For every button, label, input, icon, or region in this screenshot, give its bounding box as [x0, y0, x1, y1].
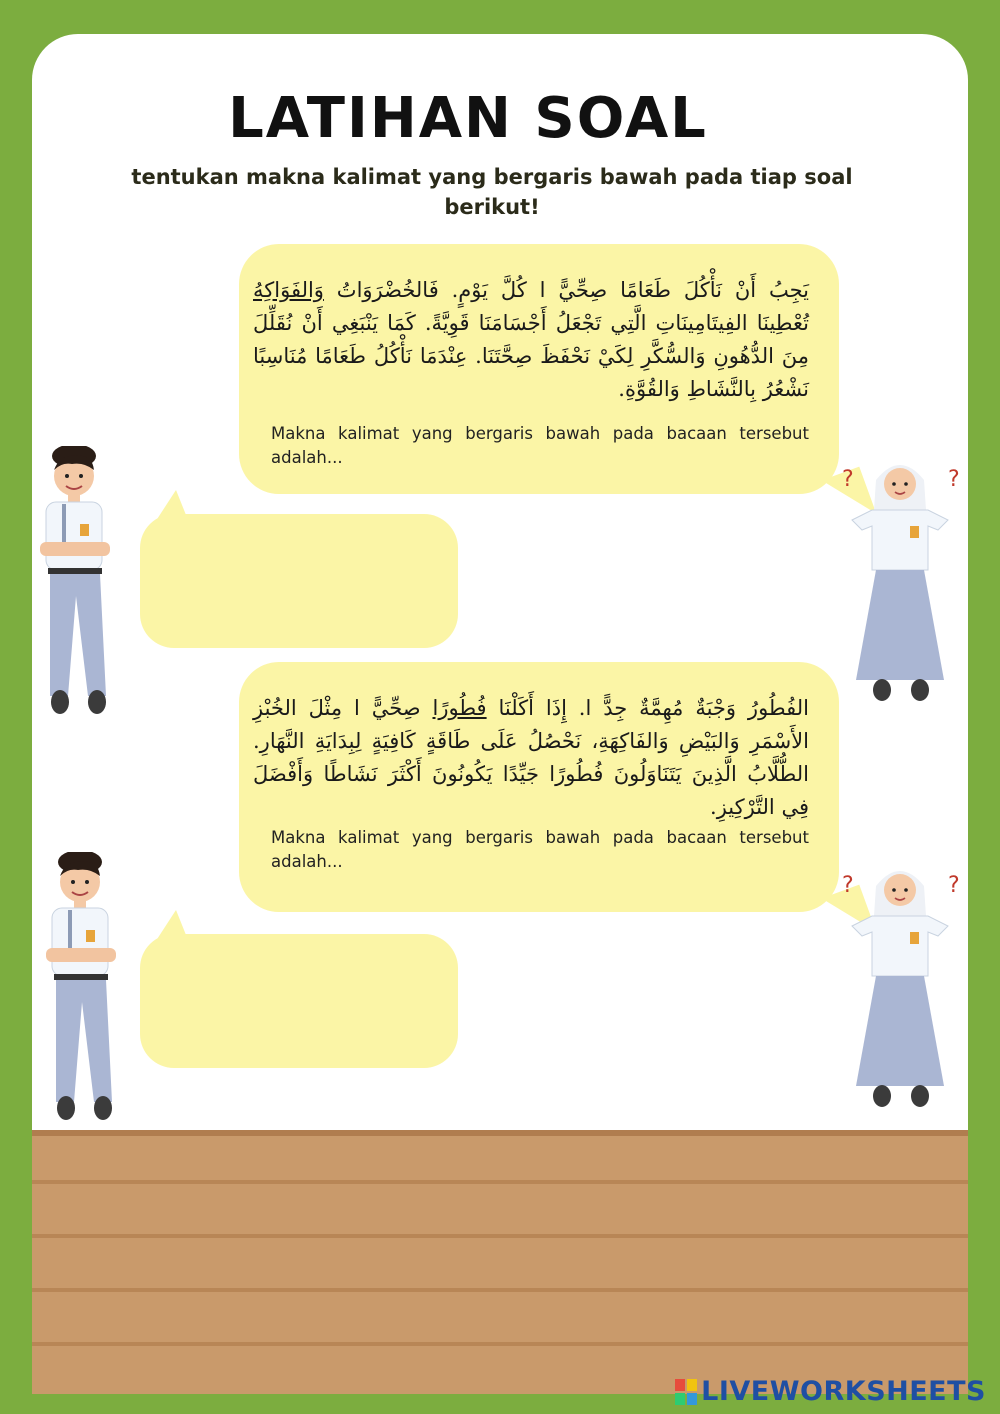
brand-name: LIVEWORKSHEETS	[701, 1376, 986, 1407]
arabic-passage-1	[253, 274, 809, 406]
answer-input-1[interactable]	[160, 530, 438, 632]
question-bubble-2	[239, 662, 839, 912]
liveworksheets-logo	[675, 1376, 986, 1407]
answer-input-2[interactable]	[160, 950, 438, 1052]
boy-student-illustration	[32, 446, 142, 731]
instruction-text: tentukan makna kalimat yang bergaris bawah pada tiap soal berikut!	[131, 165, 853, 219]
girl-student-illustration	[832, 450, 968, 710]
bubble-tail	[150, 910, 192, 950]
question-prompt-2: Makna kalimat yang bergaris bawah pada bacaan tersebut adalah...	[271, 828, 809, 871]
svg-text:?: ?	[948, 873, 960, 898]
question-bubble-1	[239, 244, 839, 494]
wooden-floor	[32, 1130, 968, 1394]
passage-text-after: صِحِّيًّ ا مِثْلَ الخُبْزِ الأَسْمَرِ وَالبَيْضِ وَالفَاكِهَةِ، نَحْصُلُ عَلَى طَاقَةٍ كَافِيَةٍ لِبِدَايَةِ النَّهَارِ. الطُّلَّابُ الَّذِينَ يَتَنَاوَلُونَ فُطُورًا جَيِّدًا يَكُونُونَ أَكْثَرَ نَشَاطًا وَأَفْضَلَ فِي التَّرْكِيزِ.	[253, 696, 809, 819]
worksheet-sheet	[32, 34, 968, 1394]
bubble-tail	[150, 490, 192, 530]
svg-text:?: ?	[842, 467, 854, 492]
answer-bubble-1	[140, 514, 458, 648]
underlined-phrase: وَالفَوَاكِهُ	[253, 278, 324, 302]
floor-edge	[32, 1130, 968, 1136]
underlined-phrase: فُطُورًا	[432, 696, 487, 720]
arabic-passage-2	[253, 692, 809, 824]
passage-text-before: يَجِبُ أَنْ نَأْكُلَ طَعَامًا صِحِّيًّ ا كُلَّ يَوْمٍ. فَالخُضْرَوَاتُ	[323, 278, 809, 302]
page-title: LATIHAN SOAL	[228, 86, 708, 151]
answer-bubble-2	[140, 934, 458, 1068]
passage-text-after: تُعْطِينَا الفِيتَامِينَاتِ الَّتِي تَجْعَلُ أَجْسَامَنَا قَوِيَّةً. كَمَا يَنْبَغِي أَنْ نُقَلِّلَ مِنَ الدُّهُونِ وَالسُّكَّرِ لِكَيْ نَحْفَظَ صِحَّتَنَا. عِنْدَمَا نَأْكُلُ طَعَامًا مُنَاسِبًا نَشْعُرُ بِالنَّشَاطِ وَالقُوَّةِ.	[253, 311, 809, 401]
question-prompt-1: Makna kalimat yang bergaris bawah pada bacaan tersebut adalah...	[271, 424, 809, 467]
passage-text-before: الفُطُورُ وَجْبَةٌ مُهِمَّةٌ جِدًّ ا. إِذَا أَكَلْنَا	[486, 696, 809, 720]
svg-text:?: ?	[948, 467, 960, 492]
svg-text:?: ?	[842, 873, 854, 898]
boy-student-illustration	[38, 852, 148, 1137]
brand-mark-icon	[675, 1379, 697, 1405]
girl-student-illustration	[832, 846, 968, 1126]
